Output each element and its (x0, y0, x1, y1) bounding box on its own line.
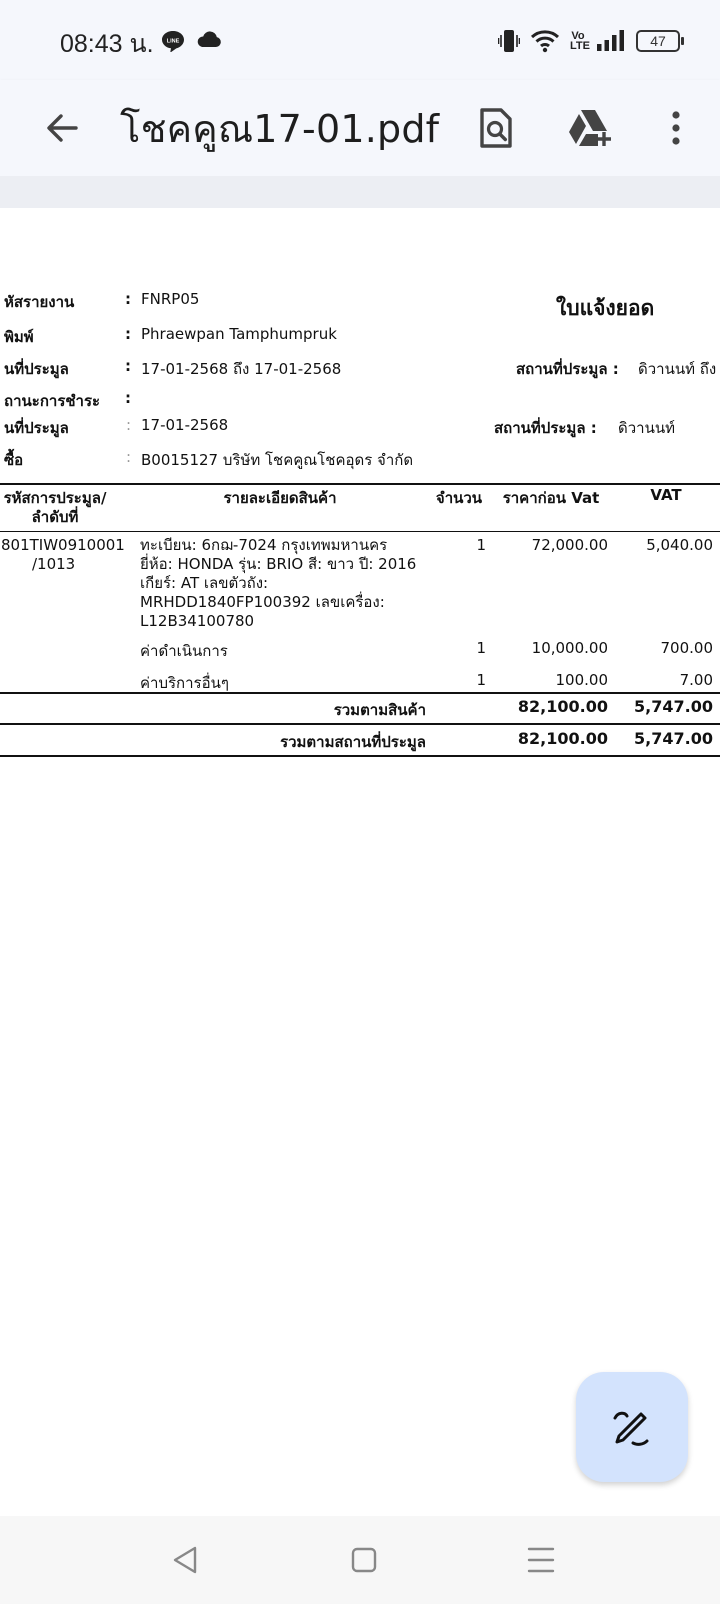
table-rule (0, 723, 720, 725)
more-options-button[interactable] (648, 100, 704, 156)
page-gap (0, 176, 720, 208)
auction-date-value: 17-01-2568 ถึง 17-01-2568 (141, 360, 342, 378)
table-rule (0, 692, 720, 694)
nav-menu-icon (527, 1547, 555, 1573)
row-desc-line: L12B34100780 (140, 612, 255, 630)
buyer-label: ซื้อ (4, 451, 24, 469)
nav-menu-button[interactable] (513, 1536, 569, 1584)
table-rule (0, 483, 720, 485)
venue-label: สถานที่ประมูล : (516, 360, 619, 378)
printer-label: พิมพ์ (4, 328, 34, 346)
find-in-document-button[interactable] (468, 100, 524, 156)
subtotal-vat: 5,747.00 (634, 697, 713, 716)
row-qty: 1 (476, 639, 486, 657)
subtotal-price: 82,100.00 (517, 697, 608, 716)
buyer-value: B0015127 บริษัท โชคคูณโชคอุดร จำกัด (141, 451, 414, 469)
row-desc-line: ทะเบียน: 6กฌ-7024 กรุงเทพมหานคร (140, 536, 388, 554)
more-vert-icon (670, 110, 682, 146)
system-nav-bar (0, 1516, 720, 1604)
status-time: 08:43 น. (60, 30, 154, 58)
subtotal-label: รวมตามสินค้า (333, 701, 426, 719)
table-rule (0, 755, 720, 757)
colon: : (125, 389, 131, 407)
pdf-page[interactable] (0, 208, 720, 1518)
annotate-button[interactable] (576, 1372, 688, 1482)
row-vat: 7.00 (679, 671, 713, 689)
report-code-value: FNRP05 (141, 290, 200, 308)
row-desc-line: MRHDD1840FP100392 เลขเครื่อง: (140, 593, 385, 611)
total-price: 82,100.00 (517, 729, 608, 748)
row-desc-line: เกียร์: AT เลขตัวถัง: (140, 574, 269, 592)
document-search-icon (478, 107, 514, 149)
add-to-drive-button[interactable] (562, 100, 618, 156)
colon: : (125, 290, 131, 308)
colon: : (125, 325, 131, 343)
printer-value: Phraewpan Tamphumpruk (141, 325, 337, 343)
row-code: 801TIW0910001 (1, 536, 125, 554)
cloud-icon (196, 30, 222, 48)
app-bar (0, 80, 720, 176)
vibrate-icon (498, 28, 520, 54)
edit-pen-icon (611, 1406, 653, 1448)
battery-icon: 47 (636, 30, 680, 52)
back-button[interactable] (34, 100, 90, 156)
payment-status-label: ถานะการชำระ (4, 392, 101, 410)
total-vat: 5,747.00 (634, 729, 713, 748)
header-price: ราคาก่อน Vat (502, 489, 600, 507)
auction-date-label: นที่ประมูล (4, 360, 69, 378)
colon: : (126, 416, 132, 434)
colon: : (126, 448, 132, 466)
row-vat: 5,040.00 (646, 536, 713, 554)
venue2-label: สถานที่ประมูล : (494, 419, 597, 437)
back-arrow-icon (44, 110, 80, 146)
row-desc-line: ยี่ห้อ: HONDA รุ่น: BRIO สี: ขาว ปี: 2016 (140, 555, 417, 573)
report-title: ใบแจ้งยอด (556, 296, 655, 320)
row-desc: ค่าบริการอื่นๆ (140, 674, 229, 692)
row-price: 10,000.00 (531, 639, 608, 657)
row-qty: 1 (476, 671, 486, 689)
nav-home-icon (351, 1547, 377, 1573)
status-bar (0, 0, 720, 80)
header-code: รหัสการประมูล/ (3, 489, 107, 507)
nav-home-button[interactable] (336, 1536, 392, 1584)
header-code-line2: ลำดับที่ (31, 508, 79, 526)
row-code-line2: /1013 (32, 555, 76, 573)
date2-value: 17-01-2568 (141, 416, 229, 434)
nav-back-icon (172, 1546, 198, 1574)
row-price: 72,000.00 (531, 536, 608, 554)
volte-icon: Vo LTE (570, 30, 590, 52)
header-vat: VAT (650, 486, 682, 504)
header-description: รายละเอียดสินค้า (223, 489, 337, 507)
signal-icon (596, 30, 626, 52)
date2-label: นที่ประมูล (4, 419, 69, 437)
header-qty: จำนวน (435, 489, 483, 507)
venue2-value: ดิวานนท์ (618, 419, 675, 437)
report-code-label: หัสรายงาน (4, 293, 75, 311)
row-desc: ค่าดำเนินการ (140, 642, 228, 660)
table-rule (0, 531, 720, 532)
total-label: รวมตามสถานที่ประมูล (280, 733, 426, 751)
row-vat: 700.00 (660, 639, 713, 657)
nav-back-button[interactable] (157, 1536, 213, 1584)
colon: : (125, 357, 131, 375)
svg-text:LINE: LINE (166, 38, 180, 45)
line-icon (161, 30, 185, 52)
document-title: โชคคูณ17-01.pdf (120, 107, 440, 151)
drive-add-icon (568, 108, 612, 148)
wifi-icon (530, 29, 560, 53)
row-price: 100.00 (555, 671, 608, 689)
row-qty: 1 (476, 536, 486, 554)
venue-value: ดิวานนท์ ถึง (638, 360, 717, 378)
